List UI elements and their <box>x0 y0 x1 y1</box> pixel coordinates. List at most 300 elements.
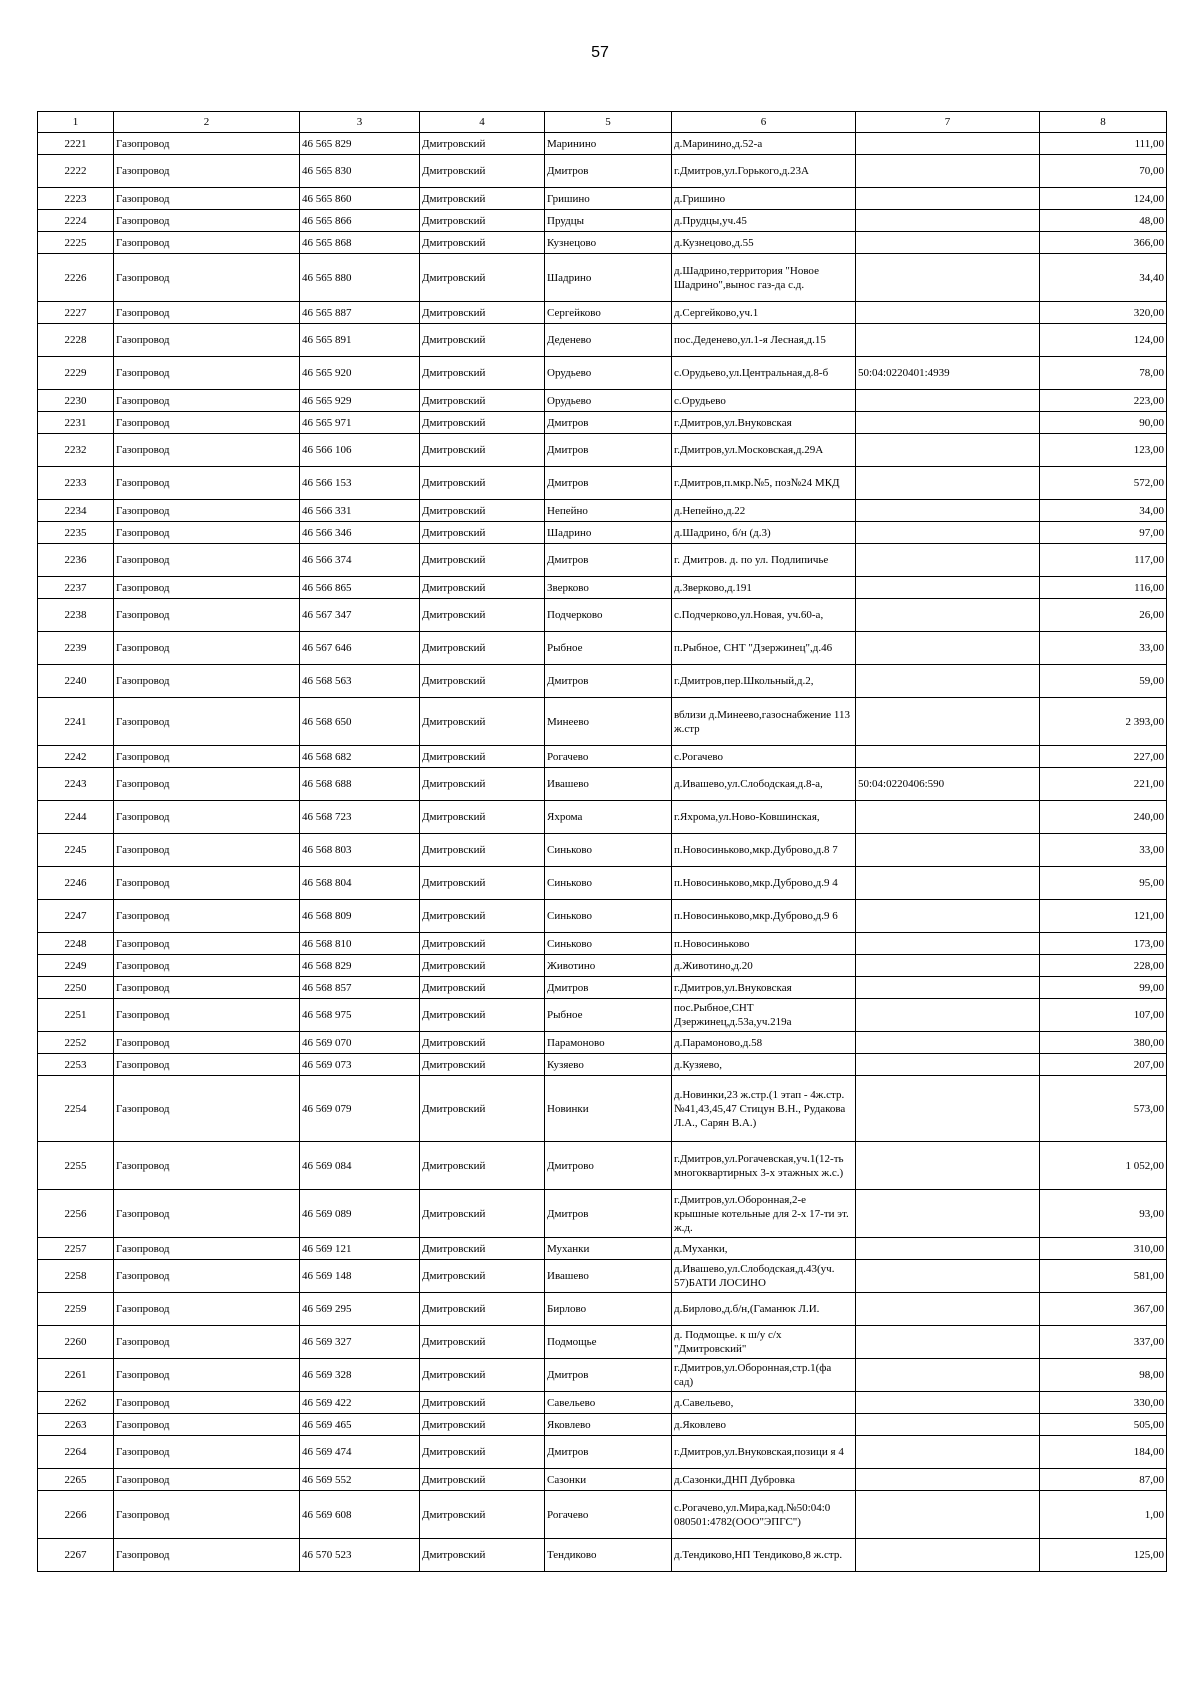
cadastral-cell <box>856 1076 1040 1142</box>
length-cell: 1 052,00 <box>1040 1142 1167 1190</box>
settlement-cell: Шадрино <box>545 254 672 302</box>
row-number-cell: 2241 <box>38 698 114 746</box>
length-cell: 581,00 <box>1040 1260 1167 1293</box>
column-header: 1 <box>38 112 114 133</box>
district-cell: Дмитровский <box>420 1076 545 1142</box>
district-cell: Дмитровский <box>420 434 545 467</box>
object-name-cell: Газопровод <box>114 390 300 412</box>
settlement-cell: Дмитров <box>545 977 672 999</box>
code-cell: 46 569 465 <box>300 1414 420 1436</box>
code-cell: 46 569 121 <box>300 1238 420 1260</box>
cadastral-cell <box>856 1539 1040 1572</box>
district-cell: Дмитровский <box>420 1392 545 1414</box>
table-row <box>38 1491 1167 1539</box>
length-cell: 78,00 <box>1040 357 1167 390</box>
settlement-cell: Орудьево <box>545 390 672 412</box>
address-cell: д.Маринино,д.52-а <box>672 133 856 155</box>
table-row <box>38 522 1167 544</box>
row-number-cell: 2242 <box>38 746 114 768</box>
district-cell: Дмитровский <box>420 1032 545 1054</box>
address-cell: г.Дмитров,ул.Оборонная,стр.1(фа сад) <box>672 1359 856 1392</box>
district-cell: Дмитровский <box>420 698 545 746</box>
district-cell: Дмитровский <box>420 1414 545 1436</box>
address-cell: д.Непейно,д.22 <box>672 500 856 522</box>
table-row <box>38 834 1167 867</box>
length-cell: 117,00 <box>1040 544 1167 577</box>
settlement-cell: Синьково <box>545 834 672 867</box>
row-number-cell: 2235 <box>38 522 114 544</box>
settlement-cell: Муханки <box>545 1238 672 1260</box>
row-number-cell: 2239 <box>38 632 114 665</box>
length-cell: 223,00 <box>1040 390 1167 412</box>
object-name-cell: Газопровод <box>114 1436 300 1469</box>
settlement-cell: Подчерково <box>545 599 672 632</box>
row-number-cell: 2255 <box>38 1142 114 1190</box>
cadastral-cell <box>856 1142 1040 1190</box>
address-cell: д.Ивашево,ул.Слободская,д.8-а, <box>672 768 856 801</box>
cadastral-cell <box>856 698 1040 746</box>
district-cell: Дмитровский <box>420 357 545 390</box>
settlement-cell: Дмитров <box>545 155 672 188</box>
row-number-cell: 2223 <box>38 188 114 210</box>
district-cell: Дмитровский <box>420 1293 545 1326</box>
address-cell: пос.Рыбное,СНТ Дзержинец,д.53а,уч.219а <box>672 999 856 1032</box>
settlement-cell: Синьково <box>545 933 672 955</box>
settlement-cell: Яхрома <box>545 801 672 834</box>
row-number-cell: 2240 <box>38 665 114 698</box>
code-cell: 46 565 829 <box>300 133 420 155</box>
cadastral-cell <box>856 133 1040 155</box>
object-name-cell: Газопровод <box>114 1238 300 1260</box>
address-cell: г.Дмитров,п.мкр.№5, поз№24 МКД <box>672 467 856 500</box>
length-cell: 99,00 <box>1040 977 1167 999</box>
length-cell: 573,00 <box>1040 1076 1167 1142</box>
table-row <box>38 1539 1167 1572</box>
row-number-cell: 2226 <box>38 254 114 302</box>
object-name-cell: Газопровод <box>114 1142 300 1190</box>
row-number-cell: 2229 <box>38 357 114 390</box>
district-cell: Дмитровский <box>420 977 545 999</box>
district-cell: Дмитровский <box>420 577 545 599</box>
cadastral-cell <box>856 544 1040 577</box>
registry-table <box>37 111 1167 1572</box>
code-cell: 46 569 552 <box>300 1469 420 1491</box>
length-cell: 184,00 <box>1040 1436 1167 1469</box>
object-name-cell: Газопровод <box>114 768 300 801</box>
settlement-cell: Новинки <box>545 1076 672 1142</box>
row-number-cell: 2243 <box>38 768 114 801</box>
district-cell: Дмитровский <box>420 599 545 632</box>
cadastral-cell <box>856 1469 1040 1491</box>
length-cell: 207,00 <box>1040 1054 1167 1076</box>
object-name-cell: Газопровод <box>114 1293 300 1326</box>
table-row <box>38 698 1167 746</box>
settlement-cell: Синьково <box>545 900 672 933</box>
address-cell: д.Животино,д.20 <box>672 955 856 977</box>
settlement-cell: Парамоново <box>545 1032 672 1054</box>
address-cell: п.Новосиньково <box>672 933 856 955</box>
code-cell: 46 568 975 <box>300 999 420 1032</box>
settlement-cell: Минеево <box>545 698 672 746</box>
code-cell: 46 566 865 <box>300 577 420 599</box>
table-row <box>38 665 1167 698</box>
object-name-cell: Газопровод <box>114 254 300 302</box>
district-cell: Дмитровский <box>420 544 545 577</box>
column-header: 6 <box>672 112 856 133</box>
district-cell: Дмитровский <box>420 632 545 665</box>
row-number-cell: 2234 <box>38 500 114 522</box>
district-cell: Дмитровский <box>420 1238 545 1260</box>
table-row <box>38 1238 1167 1260</box>
cadastral-cell <box>856 522 1040 544</box>
table-row <box>38 1076 1167 1142</box>
code-cell: 46 566 331 <box>300 500 420 522</box>
object-name-cell: Газопровод <box>114 1359 300 1392</box>
object-name-cell: Газопровод <box>114 955 300 977</box>
column-header: 2 <box>114 112 300 133</box>
settlement-cell: Дмитров <box>545 665 672 698</box>
district-cell: Дмитровский <box>420 665 545 698</box>
cadastral-cell <box>856 999 1040 1032</box>
code-cell: 46 565 830 <box>300 155 420 188</box>
row-number-cell: 2262 <box>38 1392 114 1414</box>
table-row <box>38 390 1167 412</box>
length-cell: 34,40 <box>1040 254 1167 302</box>
object-name-cell: Газопровод <box>114 357 300 390</box>
cadastral-cell: 50:04:0220406:590 <box>856 768 1040 801</box>
length-cell: 173,00 <box>1040 933 1167 955</box>
code-cell: 46 566 346 <box>300 522 420 544</box>
table-row <box>38 867 1167 900</box>
cadastral-cell <box>856 977 1040 999</box>
settlement-cell: Дмитров <box>545 412 672 434</box>
object-name-cell: Газопровод <box>114 977 300 999</box>
code-cell: 46 568 688 <box>300 768 420 801</box>
settlement-cell: Дмитрово <box>545 1142 672 1190</box>
settlement-cell: Гришино <box>545 188 672 210</box>
object-name-cell: Газопровод <box>114 1539 300 1572</box>
district-cell: Дмитровский <box>420 155 545 188</box>
code-cell: 46 565 868 <box>300 232 420 254</box>
row-number-cell: 2228 <box>38 324 114 357</box>
length-cell: 93,00 <box>1040 1190 1167 1238</box>
cadastral-cell <box>856 867 1040 900</box>
district-cell: Дмитровский <box>420 1469 545 1491</box>
length-cell: 90,00 <box>1040 412 1167 434</box>
row-number-cell: 2263 <box>38 1414 114 1436</box>
settlement-cell: Кузнецово <box>545 232 672 254</box>
code-cell: 46 569 148 <box>300 1260 420 1293</box>
cadastral-cell <box>856 1392 1040 1414</box>
length-cell: 2 393,00 <box>1040 698 1167 746</box>
district-cell: Дмитровский <box>420 801 545 834</box>
length-cell: 380,00 <box>1040 1032 1167 1054</box>
district-cell: Дмитровский <box>420 1359 545 1392</box>
table-row <box>38 500 1167 522</box>
settlement-cell: Рогачево <box>545 746 672 768</box>
object-name-cell: Газопровод <box>114 1190 300 1238</box>
cadastral-cell <box>856 390 1040 412</box>
row-number-cell: 2249 <box>38 955 114 977</box>
cadastral-cell <box>856 1359 1040 1392</box>
row-number-cell: 2245 <box>38 834 114 867</box>
settlement-cell: Рыбное <box>545 632 672 665</box>
table-row <box>38 1392 1167 1414</box>
object-name-cell: Газопровод <box>114 522 300 544</box>
cadastral-cell <box>856 210 1040 232</box>
row-number-cell: 2250 <box>38 977 114 999</box>
row-number-cell: 2233 <box>38 467 114 500</box>
table-row <box>38 746 1167 768</box>
address-cell: д.Прудцы,уч.45 <box>672 210 856 232</box>
cadastral-cell <box>856 412 1040 434</box>
district-cell: Дмитровский <box>420 500 545 522</box>
address-cell: с.Орудьево,ул.Центральная,д.8-б <box>672 357 856 390</box>
settlement-cell: Тендиково <box>545 1539 672 1572</box>
code-cell: 46 565 880 <box>300 254 420 302</box>
length-cell: 505,00 <box>1040 1414 1167 1436</box>
object-name-cell: Газопровод <box>114 1392 300 1414</box>
object-name-cell: Газопровод <box>114 900 300 933</box>
settlement-cell: Рогачево <box>545 1491 672 1539</box>
code-cell: 46 569 474 <box>300 1436 420 1469</box>
length-cell: 337,00 <box>1040 1326 1167 1359</box>
object-name-cell: Газопровод <box>114 999 300 1032</box>
district-cell: Дмитровский <box>420 324 545 357</box>
district-cell: Дмитровский <box>420 1260 545 1293</box>
object-name-cell: Газопровод <box>114 155 300 188</box>
table-row <box>38 232 1167 254</box>
table-header-row <box>38 112 1167 133</box>
object-name-cell: Газопровод <box>114 746 300 768</box>
column-header: 8 <box>1040 112 1167 133</box>
length-cell: 111,00 <box>1040 133 1167 155</box>
code-cell: 46 569 608 <box>300 1491 420 1539</box>
length-cell: 26,00 <box>1040 599 1167 632</box>
table-row <box>38 768 1167 801</box>
table-row <box>38 324 1167 357</box>
code-cell: 46 568 723 <box>300 801 420 834</box>
object-name-cell: Газопровод <box>114 210 300 232</box>
object-name-cell: Газопровод <box>114 544 300 577</box>
row-number-cell: 2253 <box>38 1054 114 1076</box>
code-cell: 46 565 929 <box>300 390 420 412</box>
cadastral-cell <box>856 254 1040 302</box>
table-row <box>38 1142 1167 1190</box>
row-number-cell: 2247 <box>38 900 114 933</box>
row-number-cell: 2237 <box>38 577 114 599</box>
object-name-cell: Газопровод <box>114 412 300 434</box>
settlement-cell: Деденево <box>545 324 672 357</box>
cadastral-cell <box>856 1190 1040 1238</box>
table-row <box>38 210 1167 232</box>
length-cell: 221,00 <box>1040 768 1167 801</box>
code-cell: 46 569 328 <box>300 1359 420 1392</box>
table-row <box>38 357 1167 390</box>
address-cell: п.Новосиньково,мкр.Дуброво,д.9 4 <box>672 867 856 900</box>
address-cell: д.Кузнецово,д.55 <box>672 232 856 254</box>
code-cell: 46 569 079 <box>300 1076 420 1142</box>
settlement-cell: Орудьево <box>545 357 672 390</box>
cadastral-cell <box>856 324 1040 357</box>
row-number-cell: 2221 <box>38 133 114 155</box>
table-row <box>38 467 1167 500</box>
district-cell: Дмитровский <box>420 522 545 544</box>
district-cell: Дмитровский <box>420 1491 545 1539</box>
object-name-cell: Газопровод <box>114 1054 300 1076</box>
table-row <box>38 254 1167 302</box>
code-cell: 46 566 106 <box>300 434 420 467</box>
settlement-cell: Шадрино <box>545 522 672 544</box>
address-cell: г.Дмитров,ул.Горького,д.23А <box>672 155 856 188</box>
table-row <box>38 1469 1167 1491</box>
object-name-cell: Газопровод <box>114 232 300 254</box>
cadastral-cell <box>856 302 1040 324</box>
district-cell: Дмитровский <box>420 390 545 412</box>
length-cell: 87,00 <box>1040 1469 1167 1491</box>
object-name-cell: Газопровод <box>114 801 300 834</box>
district-cell: Дмитровский <box>420 867 545 900</box>
row-number-cell: 2267 <box>38 1539 114 1572</box>
code-cell: 46 568 809 <box>300 900 420 933</box>
district-cell: Дмитровский <box>420 302 545 324</box>
object-name-cell: Газопровод <box>114 500 300 522</box>
code-cell: 46 569 084 <box>300 1142 420 1190</box>
code-cell: 46 569 070 <box>300 1032 420 1054</box>
table-row <box>38 1414 1167 1436</box>
cadastral-cell: 50:04:0220401:4939 <box>856 357 1040 390</box>
code-cell: 46 569 073 <box>300 1054 420 1076</box>
length-cell: 123,00 <box>1040 434 1167 467</box>
district-cell: Дмитровский <box>420 1326 545 1359</box>
address-cell: г.Яхрома,ул.Ново-Ковшинская, <box>672 801 856 834</box>
table-row <box>38 1326 1167 1359</box>
length-cell: 33,00 <box>1040 632 1167 665</box>
settlement-cell: Сергейково <box>545 302 672 324</box>
district-cell: Дмитровский <box>420 232 545 254</box>
table-row <box>38 434 1167 467</box>
district-cell: Дмитровский <box>420 412 545 434</box>
column-header: 7 <box>856 112 1040 133</box>
length-cell: 70,00 <box>1040 155 1167 188</box>
cadastral-cell <box>856 955 1040 977</box>
table-row <box>38 577 1167 599</box>
object-name-cell: Газопровод <box>114 1032 300 1054</box>
object-name-cell: Газопровод <box>114 1076 300 1142</box>
length-cell: 124,00 <box>1040 324 1167 357</box>
code-cell: 46 568 810 <box>300 933 420 955</box>
address-cell: вблизи д.Минеево,газоснабжение 113 ж.стр <box>672 698 856 746</box>
address-cell: п.Новосиньково,мкр.Дуброво,д.8 7 <box>672 834 856 867</box>
length-cell: 125,00 <box>1040 1539 1167 1572</box>
district-cell: Дмитровский <box>420 955 545 977</box>
length-cell: 33,00 <box>1040 834 1167 867</box>
table-row <box>38 632 1167 665</box>
row-number-cell: 2259 <box>38 1293 114 1326</box>
length-cell: 107,00 <box>1040 999 1167 1032</box>
object-name-cell: Газопровод <box>114 324 300 357</box>
object-name-cell: Газопровод <box>114 302 300 324</box>
length-cell: 228,00 <box>1040 955 1167 977</box>
column-header: 5 <box>545 112 672 133</box>
object-name-cell: Газопровод <box>114 599 300 632</box>
cadastral-cell <box>856 467 1040 500</box>
cadastral-cell <box>856 434 1040 467</box>
cadastral-cell <box>856 599 1040 632</box>
object-name-cell: Газопровод <box>114 1491 300 1539</box>
code-cell: 46 565 887 <box>300 302 420 324</box>
cadastral-cell <box>856 1491 1040 1539</box>
row-number-cell: 2257 <box>38 1238 114 1260</box>
cadastral-cell <box>856 232 1040 254</box>
row-number-cell: 2227 <box>38 302 114 324</box>
column-header: 3 <box>300 112 420 133</box>
length-cell: 330,00 <box>1040 1392 1167 1414</box>
code-cell: 46 570 523 <box>300 1539 420 1572</box>
settlement-cell: Рыбное <box>545 999 672 1032</box>
district-cell: Дмитровский <box>420 254 545 302</box>
table-row <box>38 933 1167 955</box>
object-name-cell: Газопровод <box>114 933 300 955</box>
object-name-cell: Газопровод <box>114 665 300 698</box>
code-cell: 46 568 857 <box>300 977 420 999</box>
length-cell: 116,00 <box>1040 577 1167 599</box>
row-number-cell: 2261 <box>38 1359 114 1392</box>
code-cell: 46 569 089 <box>300 1190 420 1238</box>
table-row <box>38 801 1167 834</box>
settlement-cell: Животино <box>545 955 672 977</box>
address-cell: п.Рыбное, СНТ "Дзержинец",д.46 <box>672 632 856 665</box>
cadastral-cell <box>856 500 1040 522</box>
settlement-cell: Дмитров <box>545 1436 672 1469</box>
district-cell: Дмитровский <box>420 768 545 801</box>
address-cell: д.Савельево, <box>672 1392 856 1414</box>
length-cell: 97,00 <box>1040 522 1167 544</box>
address-cell: г.Дмитров,ул.Внуковская <box>672 412 856 434</box>
address-cell: пос.Деденево,ул.1-я Лесная,д.15 <box>672 324 856 357</box>
address-cell: п.Новосиньково,мкр.Дуброво,д.9 6 <box>672 900 856 933</box>
settlement-cell: Зверково <box>545 577 672 599</box>
length-cell: 124,00 <box>1040 188 1167 210</box>
object-name-cell: Газопровод <box>114 133 300 155</box>
object-name-cell: Газопровод <box>114 434 300 467</box>
settlement-cell: Дмитров <box>545 434 672 467</box>
address-cell: г.Дмитров,ул.Рогачевская,уч.1(12-ть многоквартирных 3-х этажных ж.с.) <box>672 1142 856 1190</box>
table-row <box>38 1436 1167 1469</box>
cadastral-cell <box>856 746 1040 768</box>
code-cell: 46 565 860 <box>300 188 420 210</box>
row-number-cell: 2251 <box>38 999 114 1032</box>
code-cell: 46 568 803 <box>300 834 420 867</box>
table-row <box>38 999 1167 1032</box>
address-cell: г.Дмитров,ул.Внуковская,позици я 4 <box>672 1436 856 1469</box>
code-cell: 46 567 347 <box>300 599 420 632</box>
row-number-cell: 2252 <box>38 1032 114 1054</box>
district-cell: Дмитровский <box>420 900 545 933</box>
length-cell: 240,00 <box>1040 801 1167 834</box>
cadastral-cell <box>856 665 1040 698</box>
table-body <box>38 133 1167 1572</box>
object-name-cell: Газопровод <box>114 1260 300 1293</box>
length-cell: 320,00 <box>1040 302 1167 324</box>
district-cell: Дмитровский <box>420 933 545 955</box>
row-number-cell: 2231 <box>38 412 114 434</box>
district-cell: Дмитровский <box>420 999 545 1032</box>
code-cell: 46 569 295 <box>300 1293 420 1326</box>
address-cell: д.Шадрино,территория "Новое Шадрино",вынос газ-да с.д. <box>672 254 856 302</box>
address-cell: г.Дмитров,пер.Школьный,д.2, <box>672 665 856 698</box>
address-cell: с.Рогачево,ул.Мира,кад.№50:04:0 080501:4782(ООО"ЭПГС") <box>672 1491 856 1539</box>
